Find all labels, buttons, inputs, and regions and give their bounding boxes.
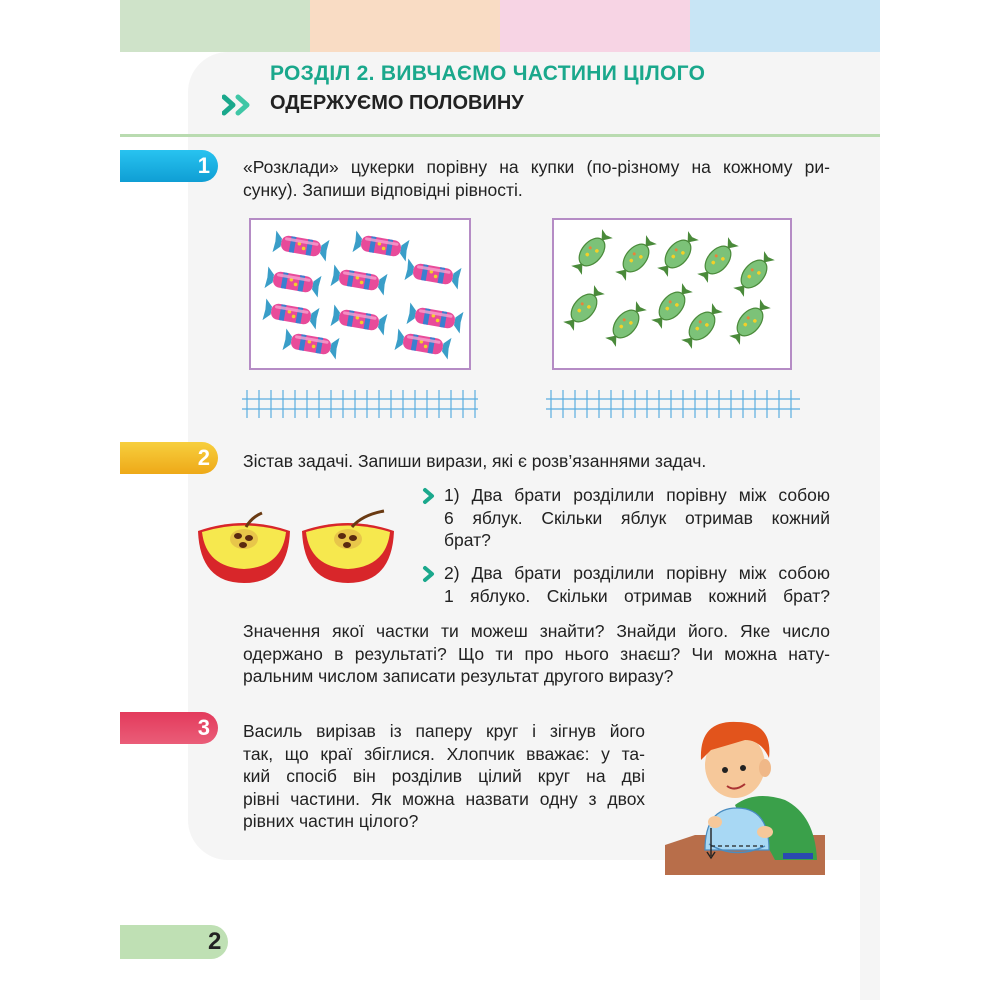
topic-title: ОДЕРЖУЄМО ПОЛОВИНУ — [270, 92, 524, 114]
task-2-question-line-2: одержано в результаті? Що ти про нього знаєш? Чи можна нату- — [243, 643, 830, 664]
panel-edge — [860, 860, 880, 1000]
page-number: 2 — [208, 928, 222, 955]
page-bottom — [188, 860, 860, 1000]
color-stripe-green — [120, 0, 310, 52]
problem-2-text — [444, 562, 830, 607]
task-2-questions — [243, 620, 830, 688]
problem-1-line-1: 1) Два брати розділили порівну між собою — [444, 485, 830, 505]
color-stripe-pink — [500, 0, 690, 52]
task-2-question-line-3: ральним числом записати результат другого виразу? — [243, 666, 674, 686]
problem-2-chevron-icon — [422, 565, 436, 583]
apple-halves-illustration — [196, 505, 396, 585]
problem-1-line-2: 6 яблук. Скільки яблук отримав кожний — [444, 507, 830, 528]
task-3-line-5: рівних частин цілого? — [243, 811, 419, 831]
task-2-number-tab: 2 — [120, 442, 218, 474]
task-3-line-2: так, що краї збіглися. Хлопчик вважає: у та- — [243, 743, 645, 764]
color-stripe-peach — [310, 0, 500, 52]
color-stripe-blue — [690, 0, 880, 52]
task-3-line-4: рівні частини. Як можна назвати одну з двох — [243, 788, 645, 809]
double-chevron-icon — [222, 94, 262, 116]
task-1-text — [243, 156, 830, 201]
boy-folding-circle-illustration — [665, 710, 830, 880]
problem-1-text — [444, 484, 830, 552]
task-1-number-tab: 1 — [120, 150, 218, 182]
task-3-text — [243, 720, 645, 833]
green-candies-illustration — [554, 220, 790, 368]
task-2-question-line-1: Значення якої частки ти можеш знайти? Знайди його. Яке число — [243, 621, 830, 641]
problem-2-line-2: 1 яблуко. Скільки отримав кожний брат? — [444, 585, 830, 606]
task-3-number-tab: 3 — [120, 712, 218, 744]
answer-grid-right[interactable] — [546, 390, 800, 418]
problem-1-chevron-icon — [422, 487, 436, 505]
candy-frame-left — [249, 218, 471, 370]
header-divider — [120, 134, 880, 137]
problem-1-line-3: брат? — [444, 530, 491, 550]
chapter-title: РОЗДІЛ 2. ВИВЧАЄМО ЧАСТИНИ ЦІЛОГО — [270, 62, 706, 85]
task-3-line-3: кий спосіб він розділив цілий круг на дві — [243, 766, 645, 786]
candy-frame-right — [552, 218, 792, 370]
task-1-line-1: «Розклади» цукерки порівну на купки (по-різному на кожному ри- — [243, 157, 830, 177]
pink-candies-illustration — [251, 220, 469, 368]
problem-2-line-1: 2) Два брати розділили порівну між собою — [444, 563, 830, 583]
task-2-intro: Зістав задачі. Запиши вирази, які є розв’язаннями задач. — [243, 451, 707, 471]
answer-grid-left[interactable] — [242, 390, 478, 418]
task-3-line-1: Василь вирізав із паперу круг і зігнув його — [243, 721, 645, 741]
task-1-line-2: сунку). Запиши відповідні рівності. — [243, 179, 523, 200]
